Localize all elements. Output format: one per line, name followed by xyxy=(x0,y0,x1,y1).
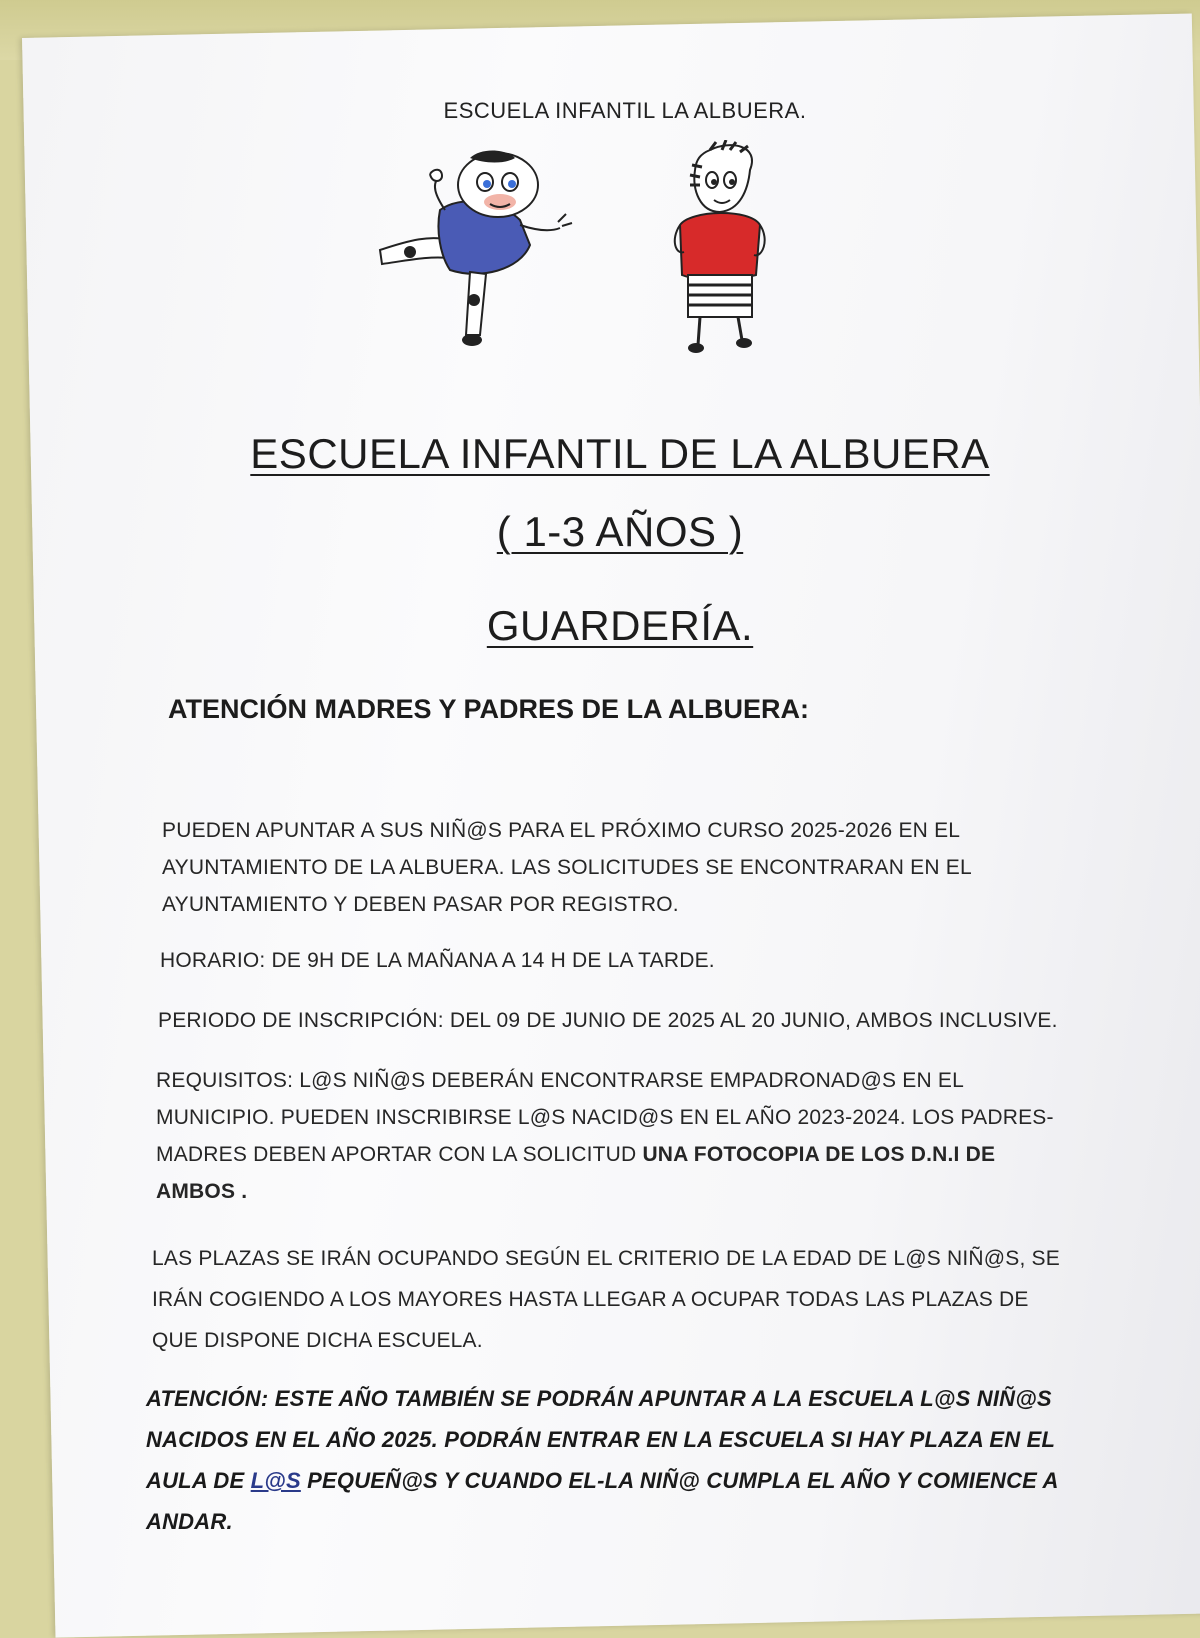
requirements-bold-text: UNA FOTOCOPIA DE LOS D.N.I DE xyxy=(642,1143,996,1166)
schedule-paragraph: HORARIO: DE 9H DE LA MAÑANA A 14 H DE LA TARDE. xyxy=(160,949,715,972)
main-title: ESCUELA INFANTIL DE LA ALBUERA xyxy=(250,430,990,477)
requirements-paragraph: REQUISITOS: L@S NIÑ@S DEBERÁN ENCONTRARSE EMPADRONAD@S EN EL MUNICIPIO. PUEDEN INSCRIBIRSE L@S NACID@S EN EL AÑO 2023-2024. LOS PADRES- MADRES DEBEN APORTAR CON LA SOLICITUD UNA FOTOCOPIA DE LOS D.N.I DE AMBOS . xyxy=(156,1069,1054,1203)
places-paragraph: LAS PLAZAS SE IRÁN OCUPANDO SEGÚN EL CRITERIO DE LA EDAD DE L@S NIÑ@S, SE IRÁN COGIENDO A LOS MAYORES HASTA LLEGAR A OCUPAR TODAS LAS PLAZAS DE QUE DISPONE DICHA ESCUELA. xyxy=(152,1247,1060,1352)
notice-paragraph: ATENCIÓN: ESTE AÑO TAMBIÉN SE PODRÁN APUNTAR A LA ESCUELA L@S NIÑ@S NACIDOS EN EL AÑO 2025. PODRÁN ENTRAR EN LA ESCUELA SI HAY PLAZA EN EL AULA DE L@S PEQUEÑ@S Y CUANDO EL-LA NIÑ@ CUMPLA EL AÑO Y COMIENCE A ANDAR. xyxy=(146,1386,1059,1534)
period-paragraph: PERIODO DE INSCRIPCIÓN: DEL 09 DE JUNIO DE 2025 AL 20 JUNIO, AMBOS INCLUSIVE. xyxy=(158,1009,1058,1032)
school-header: ESCUELA INFANTIL LA ALBUERA. xyxy=(443,98,807,123)
attention-heading: ATENCIÓN MADRES Y PADRES DE LA ALBUERA: xyxy=(168,694,810,724)
inscription-paragraph: PUEDEN APUNTAR A SUS NIÑ@S PARA EL PRÓXIMO CURSO 2025-2026 EN EL AYUNTAMIENTO DE LA ALBUERA. LAS SOLICITUDES SE ENCONTRARAN EN EL AYUNTAMIENTO Y DEBEN PASAR POR REGISTRO. xyxy=(162,819,972,916)
cow-mascot xyxy=(380,151,572,347)
mascots-illustration xyxy=(370,140,790,360)
nursery-title: GUARDERÍA. xyxy=(486,602,754,649)
zebra-mascot xyxy=(675,140,765,353)
children-link[interactable]: L@S xyxy=(250,1468,301,1493)
age-range-title: ( 1-3 AÑOS ) xyxy=(496,508,744,555)
